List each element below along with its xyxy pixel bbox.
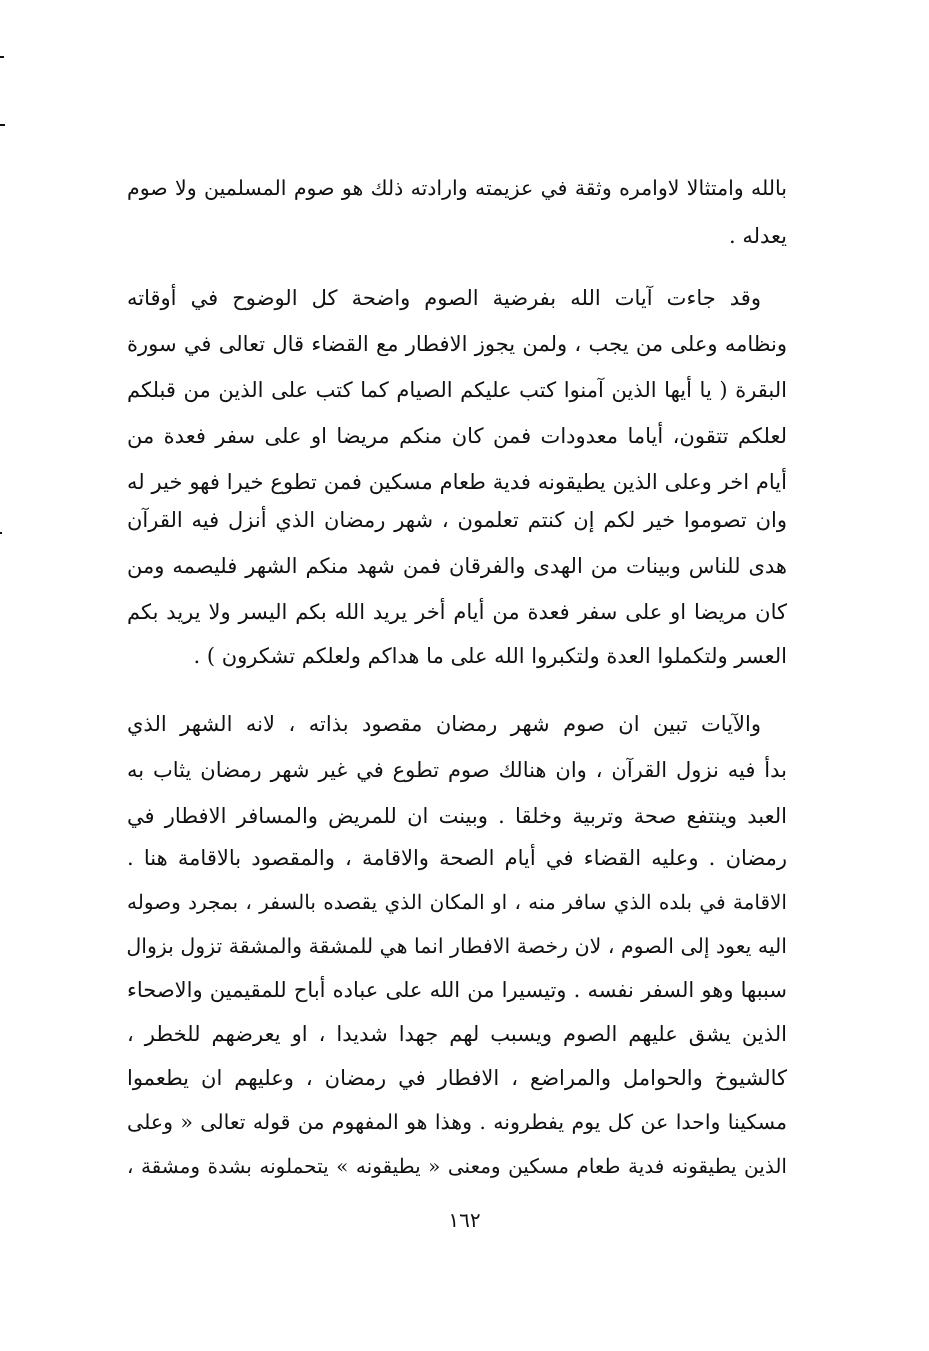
text-line: كان مريضا او على سفر فعدة من أيام أخر يريد الله بكم اليسر ولا يريد بكم — [127, 600, 787, 624]
text-line: لعلكم تتقون، أياما معدودات فمن كان منكم مريضا او على سفر فعدة من — [127, 424, 787, 448]
text-line: أيام اخر وعلى الذين يطيقونه فدية طعام مسكين فمن تطوع خيرا فهو خير له — [127, 470, 787, 494]
text-line: بالله وامتثالا لاوامره وثقة في عزيمته وارادته ذلك هو صوم المسلمين ولا صوم — [127, 176, 787, 200]
text-line: الذين يشق عليهم الصوم ويسبب لهم جهدا شديدا ، او يعرضهم للخطر ، — [127, 1022, 787, 1046]
text-line: البقرة ( يا أيها الذين آمنوا كتب عليكم الصيام كما كتب على الذين من قبلكم — [127, 378, 787, 402]
text-line: والآيات تبين ان صوم شهر رمضان مقصود بذاته ، لانه الشهر الذي — [127, 712, 761, 736]
text-line: كالشيوخ والحوامل والمراضع ، الافطار في رمضان ، وعليهم ان يطعموا — [127, 1066, 787, 1090]
text-line: وان تصوموا خير لكم إن كنتم تعلمون ، شهر رمضان الذي أنزل فيه القرآن — [127, 508, 787, 532]
text-line: اليه يعود إلى الصوم ، لان رخصة الافطار انما هي للمشقة والمشقة تزول بزوال — [126, 934, 787, 958]
text-line: يعدله . — [728, 224, 787, 248]
text-line: الذين يطيقونه فدية طعام مسكين ومعنى « يطيقونه » يتحملونه بشدة ومشقة ، — [127, 1154, 787, 1178]
text-line: ونظامه وعلى من يجب ، ولمن يجوز الافطار مع القضاء قال تعالى في سورة — [127, 332, 787, 356]
text-line: رمضان . وعليه القضاء في أيام الصحة والاقامة ، والمقصود بالاقامة هنا . — [127, 846, 787, 870]
text-line: الاقامة في بلده الذي سافر منه ، او المكان الذي يقصده بالسفر ، بمجرد وصوله — [127, 890, 787, 914]
text-line: سببها وهو السفر نفسه . وتيسيرا من الله على عباده أباح للمقيمين والاصحاء — [127, 978, 787, 1002]
text-line: هدى للناس وبينات من الهدى والفرقان فمن شهد منكم الشهر فليصمه ومن — [127, 554, 787, 578]
page-number: ١٦٢ — [448, 1208, 481, 1232]
text-line: وقد جاءت آيات الله بفرضية الصوم واضحة كل الوضوح في أوقاته — [127, 286, 761, 310]
margin-mark-top — [0, 56, 4, 58]
margin-mark-middle — [0, 532, 2, 534]
text-line: العبد وينتفع صحة وتربية وخلقا . وبينت ان للمريض والمسافر الافطار في — [127, 804, 787, 828]
text-line: العسر ولتكملوا العدة ولتكبروا الله على ما هداكم ولعلكم تشكرون ) . — [193, 644, 787, 668]
text-line: مسكينا واحدا عن كل يوم يفطرونه . وهذا هو المفهوم من قوله تعالى « وعلى — [127, 1110, 787, 1134]
margin-mark-upper — [0, 124, 5, 126]
text-line: بدأ فيه نزول القرآن ، وان هنالك صوم تطوع في غير شهر رمضان يثاب به — [127, 758, 787, 782]
